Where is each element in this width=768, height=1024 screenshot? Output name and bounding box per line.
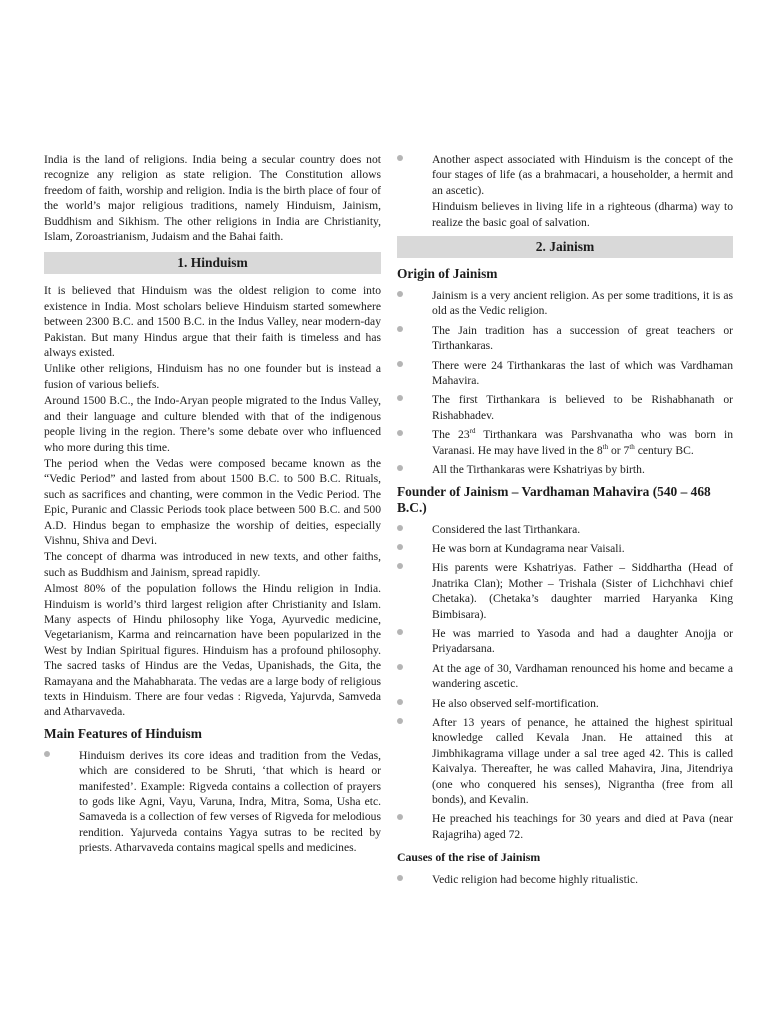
bullet-icon: [397, 430, 403, 436]
list-item-text: Another aspect associated with Hinduism is the concept of the four stages of life (as a brahmacari, a householder, a hermit and an ascetic).: [432, 153, 733, 197]
list-item-text: His parents were Kshatriyas. Father – Siddhartha (Head of Jnatrika Clan); Mother – Trishala (Sister of Lichchhavi chief Chetaka). (Chetaka’s daughter married Haryanka King Bimbisara).: [432, 561, 733, 621]
list-item-text: At the age of 30, Vardhaman renounced his home and became a wandering ascetic.: [432, 661, 733, 691]
subheading-main-features: Main Features of Hinduism: [44, 725, 202, 741]
list-item-text: There were 24 Tirthankaras the last of which was Vardhaman Mahavira.: [432, 358, 733, 388]
origin-list: [397, 288, 733, 477]
bullet-icon: [397, 563, 403, 569]
list-item-text: [432, 428, 733, 456]
bullet-icon: [397, 699, 403, 705]
bullet-icon: [397, 544, 403, 550]
left-column: [44, 152, 381, 860]
list-item: [397, 522, 733, 537]
bullet-icon: [397, 664, 403, 670]
causes-list: [397, 872, 733, 887]
list-item: [397, 661, 733, 692]
list-item: [397, 427, 733, 458]
hinduism-paragraph: The concept of dharma was introduced in new texts, and other faiths, such as Buddhism and Jainism, spread rapidly.: [44, 550, 381, 579]
bullet-icon: [397, 465, 403, 471]
list-item-text: Considered the last Tirthankara.: [432, 522, 581, 536]
text-run: century BC.: [634, 443, 694, 457]
list-item-text: Jainism is a very ancient religion. As per some traditions, it is as old as the Vedic religion.: [432, 289, 733, 318]
hinduism-paragraph: Around 1500 B.C., the Indo-Aryan people migrated to the Indus Valley, and their language and culture blended with that of the indigenous people living in the region. There’s some debate over who influenced who more during this time.: [44, 394, 381, 454]
text-run: Tirthankara was Parshvanatha who was born in Varanasi. He may have lived in the 8: [432, 428, 733, 457]
bullet-icon: [397, 718, 403, 724]
text-run: The 23: [432, 428, 470, 442]
list-item-text: Hinduism derives its core ideas and tradition from the Vedas, which are considered to be Shruti, ‘that which is heard or manifested’. Example: Rigveda contains a collection of prayers to gods like Agni, Vayu, Varuna, Indra, Mitra, Soma, Usha etc. Samaveda is a collection of few verses of Rigveda for melodious rendition. Yajurveda contains Yagya sutras to be recited by priests. Atharvaveda contains magical spells and medicines.: [79, 748, 381, 855]
hinduism-paragraph: It is believed that Hinduism was the oldest religion to come into existence in India. Most scholars believe Hinduism started somewhere between 2300 B.C. and 1500 B.C. in the Indus Valley, near modern-day Pakistan. But many Hindus argue that their faith is timeless and has always existed.: [44, 284, 381, 360]
section-heading-jainism: 2. Jainism: [397, 236, 733, 258]
bullet-icon: [397, 814, 403, 820]
superscript: th: [602, 442, 609, 451]
list-item: [397, 152, 733, 198]
list-item: [397, 541, 733, 556]
list-item: [397, 715, 733, 807]
list-item-text: After 13 years of penance, he attained the highest spiritual knowledge called Kevala Jnan. He attained this at Jimbhikagrama village under a sal tree aged 42. This is called Kaivalya. Thereafter, he was called Mahavira, Jina, Jitendriya (one who conquered his senses), Nigrantha (free from all bonds), and Kevalin.: [432, 715, 733, 806]
bullet-icon: [397, 326, 403, 332]
list-item: [397, 811, 733, 842]
list-item: [397, 358, 733, 389]
text-run: or 7: [608, 443, 630, 457]
subheading-origin: Origin of Jainism: [397, 266, 498, 282]
list-item-text: He was married to Yasoda and had a daughter Anojja or Priyadarsana.: [432, 626, 733, 656]
list-item-text: He was born at Kundagrama near Vaisali.: [432, 541, 625, 555]
superscript: rd: [469, 427, 476, 436]
bullet-icon: [397, 291, 403, 297]
hinduism-paragraph: Unlike other religions, Hinduism has no one founder but is instead a fusion of various beliefs.: [44, 362, 381, 391]
continuation-text: Hinduism believes in living life in a righteous (dharma) way to realize the basic goal of salvation.: [432, 200, 733, 229]
list-item: [397, 560, 733, 622]
list-item-text: The first Tirthankara is believed to be Rishabhanath or Rishabhadev.: [432, 393, 733, 422]
list-item: [44, 748, 381, 856]
superscript: th: [629, 442, 635, 451]
list-item: [397, 872, 733, 887]
bullet-icon: [397, 395, 403, 401]
intro-paragraph: India is the land of religions. India being a secular country does not recognize any religion as state religion. The Constitution allows freedom of faith, worship and religion. India is the birth place of four of the world’s major religious traditions, namely Hinduism, Jainism, Buddhism and Sikhism. The other religions in India are Christianity, Islam, Zoroastrianism, Judaism and the Bahai faith.: [44, 153, 381, 244]
bullet-icon: [397, 875, 403, 881]
subheading-founder: Founder of Jainism – Vardhaman Mahavira (540 – 468 B.C.): [397, 483, 711, 515]
hinduism-paragraph: Almost 80% of the population follows the Hindu religion in India. Hinduism is world’s third largest religion after Christianity and Islam. Many aspects of Hindu philosophy like Yoga, Ayurvedic medicine, Vegetarianism, Karma and reincarnation have been popularized in the West by Indian Spiritual figures. Hinduism has a profound philosophy. The sacred tasks of Hindus are the Vedas, Upanishads, the Gita, the Ramayana and the Mahabharata. The vedas are a large body of religious texts in Hinduism. There are four vedas : Rigveda, Yajurvda, Samveda and Atharvaveda.: [44, 582, 381, 719]
bullet-icon: [397, 525, 403, 531]
list-item-text: Vedic religion had become highly ritualistic.: [432, 872, 639, 886]
list-item-text: All the Tirthankaras were Kshatriyas by birth.: [432, 463, 645, 477]
list-item: [397, 288, 733, 319]
section-heading-hinduism: 1. Hinduism: [44, 252, 381, 274]
features-list: [44, 748, 381, 856]
list-item: [397, 392, 733, 423]
list-item-text: He also observed self-mortification.: [432, 696, 599, 710]
subheading-causes: Causes of the rise of Jainism: [397, 850, 541, 865]
list-item-text: The Jain tradition has a succession of great teachers or Tirthankaras.: [432, 323, 733, 353]
right-column: [397, 152, 733, 891]
list-item: [397, 626, 733, 657]
bullet-icon: [397, 361, 403, 367]
hinduism-paragraph: The period when the Vedas were composed became known as the “Vedic Period” and lasted from about 1500 B.C. to 500 B.C. Rituals, such as sacrifices and chanting, were common in the Vedic Period. The Epic, Puranic and Classic Periods took place between 500 B.C. and 500 A.D. Hindus began to emphasize the worship of deities, especially Vishnu, Shiva and Devi.: [44, 456, 381, 547]
list-item: [397, 696, 733, 711]
hinduism-continued-list: [397, 152, 733, 198]
list-item: [397, 462, 733, 477]
bullet-icon: [397, 629, 403, 635]
list-item: [397, 323, 733, 354]
founder-list: [397, 522, 733, 843]
bullet-icon: [397, 155, 403, 161]
list-item-text: He preached his teachings for 30 years and died at Pava (near Rajagriha) aged 72.: [432, 812, 733, 841]
bullet-icon: [44, 751, 50, 757]
